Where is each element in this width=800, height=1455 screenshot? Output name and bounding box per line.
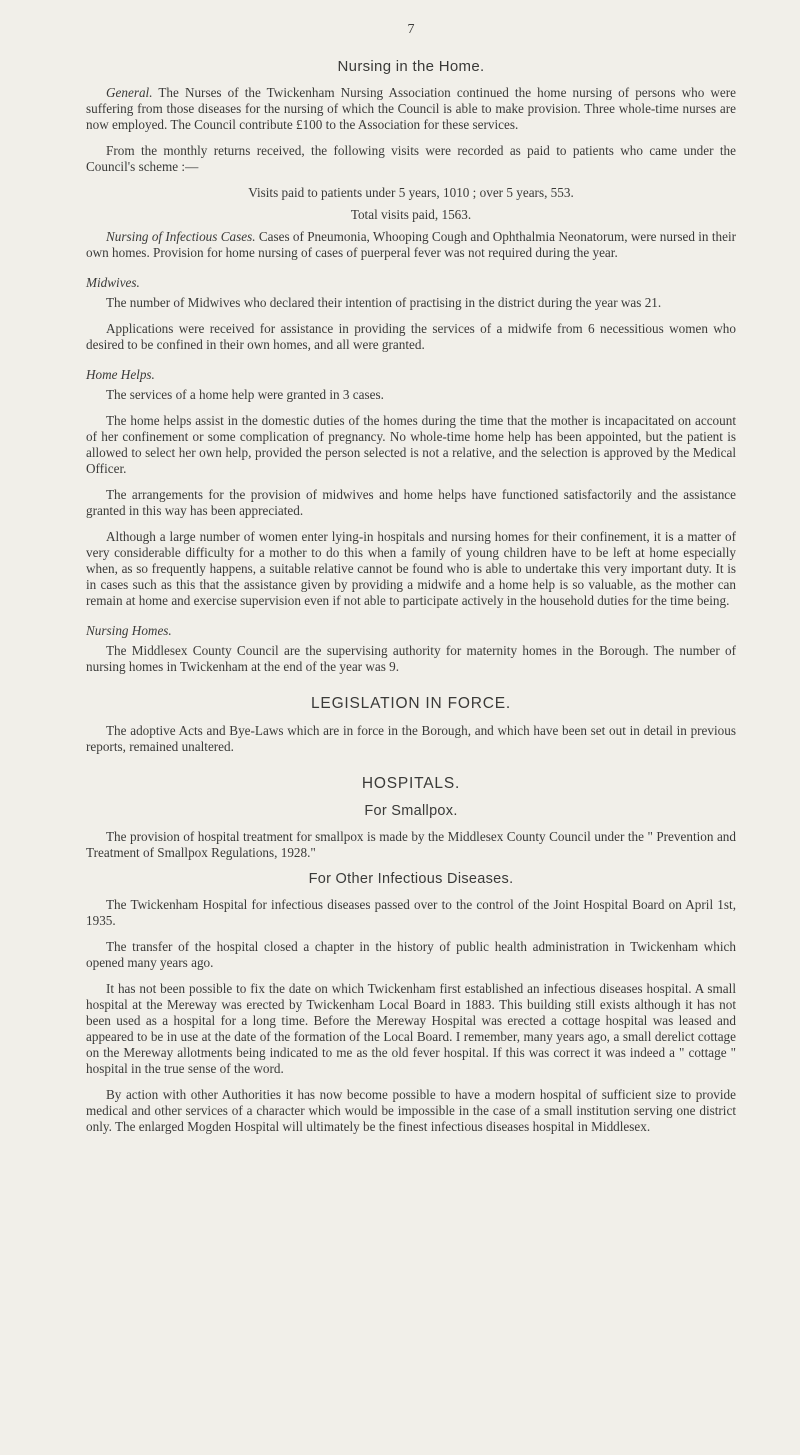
midwives-label: Midwives. xyxy=(86,275,140,290)
visits-line: Visits paid to patients under 5 years, 1010 ; over 5 years, 553. xyxy=(248,185,574,200)
home-helps-paragraph-2: The home helps assist in the domestic duties of the homes during the time that the mother is incapacitated on account of her confinement or some complication of pregnancy. No whole-time home help has been appointed, but the patient is allowed to select her own help, provided the person selected is not a relative, and the selection is approved by the Medical Officer. xyxy=(86,413,736,476)
nursing-homes-label: Nursing Homes. xyxy=(86,623,172,638)
infectious-text: Cases of Pneumonia, Whooping Cough and Ophthalmia Neonatorum, were nursed in their own homes. Provision for home nursing of cases of puerperal fever was not required during the year. xyxy=(86,229,737,260)
hospitals-heading: HOSPITALS. xyxy=(361,775,461,792)
smallpox-paragraph: The provision of hospital treatment for smallpox is made by the Middlesex County Council under the " Prevention and Treatment of Smallpox Regulations, 1928." xyxy=(86,829,736,860)
returns-paragraph: From the monthly returns received, the following visits were recorded as paid to patients who came under the Council's scheme :— xyxy=(86,143,736,174)
page-number: 7 xyxy=(407,22,415,37)
general-label: General. xyxy=(106,85,153,100)
other-infectious-heading: For Other Infectious Diseases. xyxy=(308,871,514,887)
home-helps-paragraph-3: The arrangements for the provision of midwives and home helps have functioned satisfactorily and the assistance granted in this way has been appreciated. xyxy=(86,487,736,518)
hospitals-paragraph-2: The transfer of the hospital closed a chapter in the history of public health administration in Twickenham which opened many years ago. xyxy=(86,939,736,970)
hospitals-paragraph-1: The Twickenham Hospital for infectious diseases passed over to the control of the Joint Hospital Board on April 1st, 1935. xyxy=(86,897,736,928)
legislation-heading: LEGISLATION IN FORCE. xyxy=(311,695,511,712)
smallpox-heading: For Smallpox. xyxy=(364,803,458,819)
infectious-paragraph xyxy=(86,229,736,261)
hospitals-paragraph-3: It has not been possible to fix the date on which Twickenham first established an infectious diseases hospital. A small hospital at the Mereway was erected by Twickenham Local Board in 1883. This building still exists although it has not been used as a hospital for a long time. Before the Mereway Hospital was erected a cottage hospital was leased and appeared to be in use at the date of the formation of the Local Board. I remember, many years ago, a small derelict cottage on the Mereway allotments being indicated to me as the old fever hospital. If this was correct it was indeed a " cottage " hospital in the true sense of the word. xyxy=(86,981,736,1076)
general-text: The Nurses of the Twickenham Nursing Association continued the home nursing of persons who were suffering from those diseases for the nursing of which the Council is able to make provision. Three whole-time nurses are now employed. The Council contribute £100 to the Association for these services. xyxy=(86,85,736,132)
total-visits-line: Total visits paid, 1563. xyxy=(350,207,472,222)
infectious-label: Nursing of Infectious Cases. xyxy=(106,229,256,244)
home-helps-label: Home Helps. xyxy=(86,367,155,382)
general-paragraph xyxy=(86,85,736,133)
midwives-paragraph-1: The number of Midwives who declared their intention of practising in the district during the year was 21. xyxy=(106,295,662,310)
legislation-paragraph: The adoptive Acts and Bye-Laws which are in force in the Borough, and which have been set out in detail in previous reports, remained unaltered. xyxy=(86,723,736,754)
hospitals-paragraph-4: By action with other Authorities it has now become possible to have a modern hospital of sufficient size to provide medical and other services of a character which would be impossible in the case of a small institution serving one district only. The enlarged Mogden Hospital will ultimately be the finest infectious diseases hospital in Middlesex. xyxy=(86,1087,736,1134)
nursing-homes-paragraph: The Middlesex County Council are the supervising authority for maternity homes in the Borough. The number of nursing homes in Twickenham at the end of the year was 9. xyxy=(86,643,736,674)
midwives-paragraph-2: Applications were received for assistance in providing the services of a midwife from 6 necessitious women who desired to be confined in their own homes, and all were granted. xyxy=(86,321,736,352)
home-helps-paragraph-4: Although a large number of women enter lying-in hospitals and nursing homes for their confinement, it is a matter of very considerable difficulty for a mother to do this when a family of young children have to be left at home especially when, as so frequently happens, a suitable relative cannot be found who is able to undertake this very important duty. It is in cases such as this that the assistance given by providing a midwife and a home help is so valuable, as the mother can remain at home and exercise supervision even if not able to participate actively in the household duties for the time being. xyxy=(86,529,736,608)
home-helps-paragraph-1: The services of a home help were granted in 3 cases. xyxy=(106,387,384,402)
nursing-heading: Nursing in the Home. xyxy=(337,58,485,75)
